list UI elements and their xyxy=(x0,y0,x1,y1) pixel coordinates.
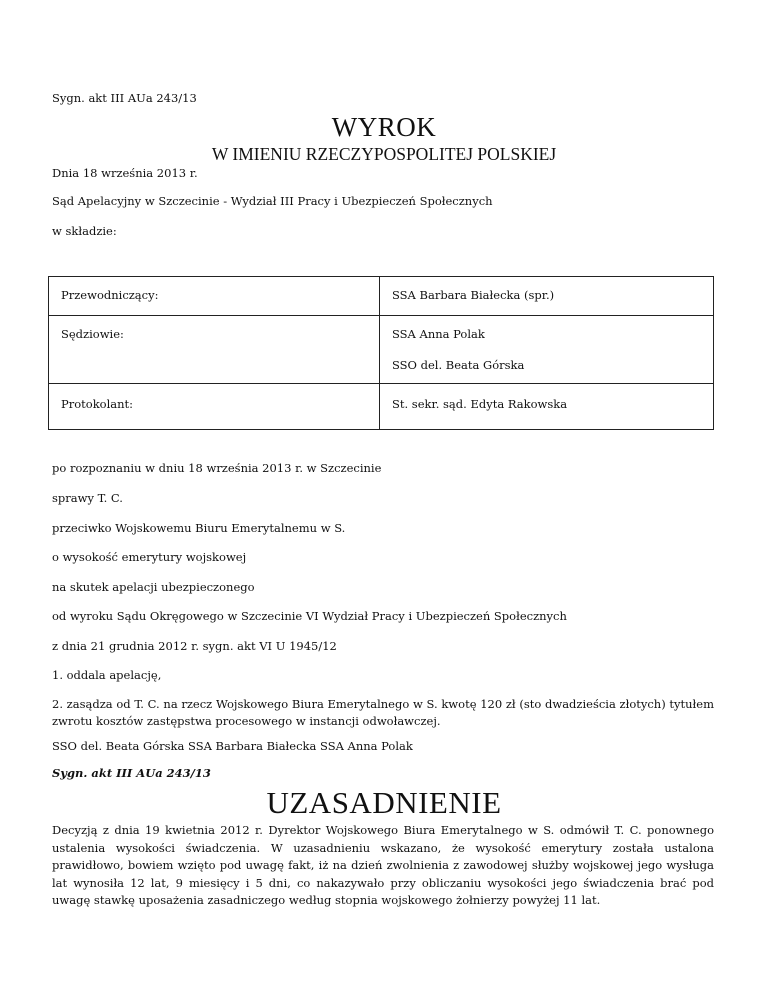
proceedings-line: po rozpoznaniu w dniu 18 września 2013 r. w Szczecinie xyxy=(52,461,382,475)
judgment-subtitle: W IMIENIU RZECZYPOSPOLITEJ POLSKIEJ xyxy=(211,144,557,164)
composition-row-chair xyxy=(49,277,714,316)
judge-signatures: SSO del. Beata Górska SSA Barbara Białecka SSA Anna Polak xyxy=(52,739,413,753)
ruling-item-2: 2. zasądza od T. C. na rzecz Wojskowego Biura Emerytalnego w S. kwotę 120 zł (sto dwadzieścia złotych) tytułem zwrotu kosztów zastępstwa procesowego w instancji odwoławczej. xyxy=(52,697,714,728)
case-number: Sygn. akt III AUa 243/13 xyxy=(52,91,197,105)
judgment-title: WYROK xyxy=(331,112,437,142)
judges-label: Sędziowie: xyxy=(61,327,124,341)
proceedings-line: od wyroku Sądu Okręgowego w Szczecinie VI Wydział Pracy i Ubezpieczeń Społecznych xyxy=(52,609,567,623)
justification-case-number: Sygn. akt III AUa 243/13 xyxy=(52,766,211,780)
court-name: Sąd Apelacyjny w Szczecinie - Wydział III Pracy i Ubezpieczeń Społecznych xyxy=(52,194,493,208)
judge-2: SSO del. Beata Górska xyxy=(392,357,525,372)
justification-title: UZASADNIENIE xyxy=(266,785,502,820)
chair-value: SSA Barbara Białecka (spr.) xyxy=(392,288,555,302)
proceedings-line: na skutek apelacji ubezpieczonego xyxy=(52,580,255,594)
clerk-value: St. sekr. sąd. Edyta Rakowska xyxy=(392,397,568,411)
composition-row-clerk xyxy=(49,384,714,430)
justification-paragraph: Decyzją z dnia 19 kwietnia 2012 r. Dyrektor Wojskowego Biura Emerytalnego w S. odmówił T. C. ponownego ustalenia wysokości świadczenia. W uzasadnieniu wskazano, że wysokość emerytury została ustalona prawidłowo, bowiem wzięto pod uwagę fakt, iż na dzień zwolnienia z zawodowej służby wojskowej jego wysługa lat wynosiła 12 lat, 9 miesięcy i 5 dni, co nakazywało przy obliczaniu wysokości jego świadczenia brać pod uwagę stawkę uposażenia zasadniczego według stopnia wojskowego żołnierzy powyżej 11 lat. xyxy=(52,823,714,907)
judge-1: SSA Anna Polak xyxy=(392,327,485,341)
composition-row-judges xyxy=(49,316,714,384)
proceedings-line: przeciwko Wojskowemu Biuru Emerytalnemu w S. xyxy=(52,521,346,535)
chair-label: Przewodniczący: xyxy=(61,288,159,302)
clerk-label: Protokolant: xyxy=(61,397,134,411)
court-composition-table xyxy=(48,276,714,430)
proceedings-line: o wysokość emerytury wojskowej xyxy=(52,550,247,564)
ruling-item-1: 1. oddala apelację, xyxy=(52,668,162,682)
proceedings-line: z dnia 21 grudnia 2012 r. sygn. akt VI U 1945/12 xyxy=(52,639,337,653)
proceedings-line: sprawy T. C. xyxy=(52,491,123,505)
composition-intro: w składzie: xyxy=(52,224,117,238)
judgment-date: Dnia 18 września 2013 r. xyxy=(52,166,198,180)
